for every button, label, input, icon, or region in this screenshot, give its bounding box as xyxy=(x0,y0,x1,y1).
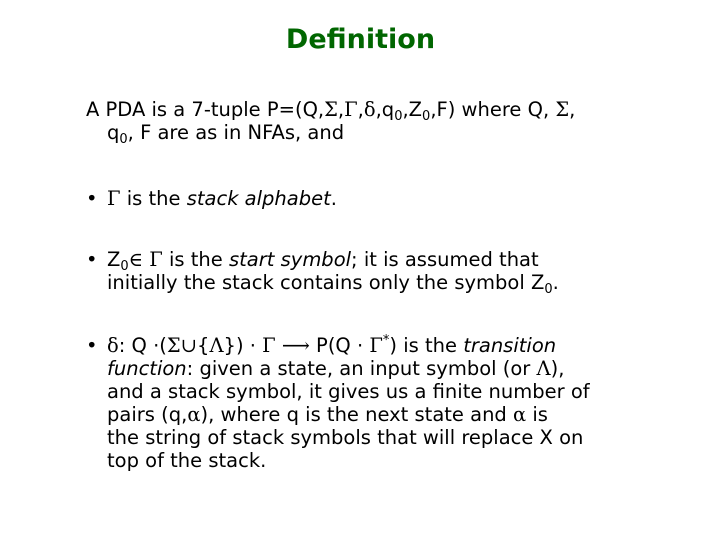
bullet-marker: • xyxy=(86,187,98,210)
arrow-icon: ⟶ xyxy=(281,334,310,357)
delta-symbol: δ xyxy=(107,334,119,357)
gamma-symbol: Γ xyxy=(149,248,163,271)
bullet-transition-function: δ: Q ·(Σ∪{Λ}) · Γ ⟶ P(Q · Γ*) is the transition function: given a state, an input symbol (or Λ), and a stack symbol, it gives us a finite number of pairs (q,α), where q is the next state and α is the string of stack symbols that will replace X on top of the stack. xyxy=(107,333,590,472)
union-symbol: ∪ xyxy=(180,334,198,357)
bullet-stack-alphabet: Γ is the stack alphabet. xyxy=(107,187,337,210)
sigma-symbol: Σ xyxy=(324,98,338,121)
gamma-symbol: Γ xyxy=(344,98,358,121)
lambda-symbol: Λ xyxy=(536,357,551,380)
bullet-marker: • xyxy=(86,248,98,271)
element-of-symbol: ∈ xyxy=(128,248,144,271)
lambda-symbol: Λ xyxy=(209,334,224,357)
gamma-symbol: Γ xyxy=(262,334,276,357)
gamma-symbol: Γ xyxy=(107,187,121,210)
alpha-symbol: α xyxy=(513,403,527,426)
bullet-marker: • xyxy=(86,334,98,357)
alpha-symbol: α xyxy=(187,403,201,426)
pda-intro: A PDA is a 7-tuple $P=(Q,\Sigma,\Gamma,\delta,q_0,Z_0,F)$ where Q, Σ, $q_0$, F are as in NFAs, and xyxy=(86,98,706,144)
delta-symbol: δ xyxy=(363,98,376,121)
bullet-start-symbol: $Z_0\in$ Γ is the start symbol; it is assumed that initially the stack contains only the symbol $Z_0$. xyxy=(107,248,559,297)
page-title: Definition xyxy=(285,24,436,55)
sigma-symbol: Σ xyxy=(166,334,181,357)
intro-line-2: $q_0$, F are as in NFAs, and xyxy=(107,121,345,147)
gamma-symbol: Γ xyxy=(369,334,383,357)
sigma-symbol: Σ xyxy=(555,98,570,121)
